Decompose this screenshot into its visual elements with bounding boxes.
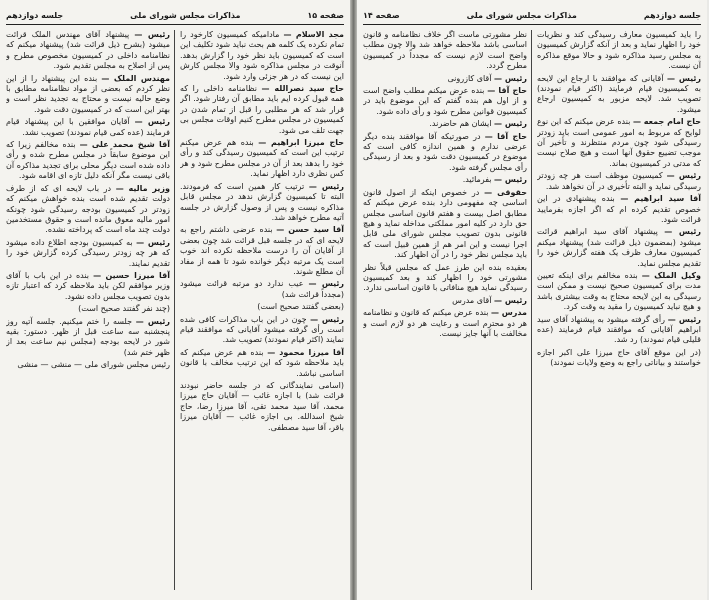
paragraph — [537, 348, 701, 369]
left-volume-label: جلسه دوازدهم — [6, 10, 64, 20]
paragraph-text: چون در این باب مذاکرات کافی شده است رأی گرفته میشود آقایانی که موافقند قیام نمایند (اکثر قیام نمودند) تصویب شد. — [180, 314, 344, 345]
paragraph — [537, 194, 701, 225]
paragraph — [180, 348, 344, 379]
book-gutter — [350, 0, 357, 600]
speaker-name: حاج آقا — — [484, 131, 527, 141]
paragraph — [537, 74, 701, 116]
paragraph — [537, 117, 701, 169]
paragraph-text: بنده عرض میکنم مطلب واضح است و از اول هم بنده گفتم که این موضوع باید در کمیسیون قوانین مطرح شود و رأی داده شود. — [363, 86, 527, 116]
paragraph-text: نظر مشورتی ماست اگر خلاف نظامنامه و قانون اساسی باشد ملاحظه خواهد شد والا چون مطلب واضح است لازم نیست که مجدداً در کمیسیون مطرح گردد. — [363, 30, 527, 71]
speaker-name: رئیس — — [666, 171, 701, 181]
paragraph — [180, 30, 344, 82]
paragraph — [6, 140, 170, 182]
paragraph — [363, 188, 527, 261]
paragraph-text: پیشنهاد آقای مهندس الملک قرائت میشود (بشرح ذیل قرائت شد) پیشنهاد میکنم که نظامنامه داخلی در کمیسیون مخصوص مطرح و پس از اصلاح به مجلس تقدیم شود. — [6, 30, 170, 71]
paragraph — [363, 74, 527, 84]
paragraph-text: را باید کمیسیون معارف رسیدگی کند و نظریات خود را اظهار نماید و بعد از آنکه گزارش کمیسیون به مجلس رسید مذاکره شود و حالا موقع مذاکره آن نیست. — [537, 30, 701, 71]
paragraph-text: در باب لایحه ای که از طرف دولت تقدیم شده است بنده خواهش میکنم که زودتر در کمیسیون بودجه رسیدگی شود چونکه امور مالیه معوق مانده است و حقوق مستخدمین دولت چند ماه است که پرداخته نشده. — [6, 183, 170, 235]
paragraph-text: رئیس مجلس شورای ملی — منشی — منشی — [17, 360, 170, 370]
paragraph — [6, 238, 170, 269]
paragraph-text: بنده مخالفم زیرا که این موضوع سابقاً در مجلس مطرح شده و رأی داده شده است دیگر محلی برای تجدید مذاکره آن باقی نیست مگر آنکه دلیل تازه ای اقامه شود. — [6, 140, 170, 181]
paragraph-text: بنده هم عرض میکنم ترتیب این است که کمیسیون رسیدگی کند و رأی خود را بدهد بعد از آن در مجلس مطرح شود و هر کس نظری دارد اظهار نماید. — [180, 138, 344, 179]
paragraph-text: در خصوص اینکه از اصول قانون اساسی چه مفهومی دارد بنده عرض میکنم که مطابق اصل بیست و هفتم قانون اساسی مجلس حق دارد در کلیه امور مملکتی مداخله نماید و هیچ قانونی بدون تصویب مجلس شورای ملی قابل اجرا نیست و این امر هم از همین قبیل است که باید مجلس نظر خود را در آن اظهار کند. — [363, 187, 527, 260]
speaker-name: رئیس — — [310, 314, 344, 324]
speaker-name: مجد الاسلام — — [283, 30, 344, 39]
paragraph — [537, 227, 701, 269]
speaker-name: آقا میرزا حسین — — [93, 270, 170, 280]
speaker-name: آقا میرزا محمود — — [267, 347, 344, 357]
right-column-divider — [531, 30, 532, 590]
speaker-name: رئیس — — [494, 175, 527, 185]
speaker-name: حاج سید نصرالله — — [261, 84, 344, 94]
speaker-name: آقا سید حسن — — [276, 225, 344, 235]
paragraph-text: (در این موقع آقای حاج میرزا علی اکبر اجازه خواستند و بیاناتی راجع به وضع ولایات نمودند) — [537, 347, 701, 368]
right-page-number: صفحه ۱۴ — [363, 10, 400, 20]
speaker-name: وزیر مالیه — — [115, 183, 170, 193]
paragraph — [363, 119, 527, 129]
paragraph-text: بنده در این باب با آقای وزیر موافقم لکن باید ملاحظه کرد که اعتبار تازه بدون تصویب مجلس داده نشود. — [6, 270, 170, 301]
paragraph — [180, 315, 344, 346]
paragraph — [537, 30, 701, 72]
paragraph — [180, 138, 344, 180]
speaker-name: وکیل الملک — — [641, 270, 701, 280]
speaker-name: رئیس — — [494, 73, 527, 83]
paragraph — [6, 117, 170, 138]
paragraph-text: جلسه را ختم میکنیم. جلسه آتیه روز پنجشنبه سه ساعت قبل از ظهر. دستور: بقیه شور در لایحه بودجه (مجلس نیم ساعت بعد از ظهر ختم شد) — [6, 316, 170, 357]
paragraph-text: بعقیده بنده این طرز عمل که مجلس قبلاً نظر مشورتی خود را اظهار کند و بعد کمیسیون رسیدگی نماید هیچ منافاتی با قانون اساسی ندارد. — [363, 262, 527, 293]
right-journal-title: مذاکرات مجلس شورای ملی — [466, 10, 577, 20]
paragraph — [180, 381, 344, 433]
paragraph-text: به کمیسیون بودجه اطلاع داده میشود که هر چه زودتر رسیدگی کرده گزارش خود را تقدیم نمایند. — [6, 237, 170, 268]
paragraph — [363, 30, 527, 72]
left-page-column-left — [6, 30, 170, 592]
right-page — [357, 0, 707, 600]
paragraph-text: بنده عرض میکنم که قانون و نظامنامه هر دو محترم است و رعایت هر دو لازم است و مخالفت با آنها جایز نیست. — [363, 308, 527, 338]
paragraph-text: بنده عرض میکنم که این نوع لوایح که مربوط به امور عمومی است باید زودتر رسیدگی شود چون مردم منتظرند و تأخیر آن موجب تضییع حقوق آنها است و هیچ صلاح نیست که مدتی در کمیسیون بماند. — [537, 117, 701, 168]
right-volume-label: جلسه دوازدهم — [643, 10, 701, 20]
right-page-header — [363, 6, 701, 25]
speaker-name: حاج امام جمعه — — [632, 117, 701, 127]
paragraph-text: بنده مخالفم برای اینکه تعیین مدت برای کمیسیون صحیح نیست و ممکن است رسیدگی به این لایحه محتاج به وقت بیشتری باشد و هیچ نباید کمیسیون را مقید به وقت کرد. — [537, 270, 701, 312]
paragraph-text: رأی گرفته میشود به پیشنهاد آقای سید ابراهیم آقایانی که موافقند قیام فرمایند (عده قلیلی قیام نمودند) رد شد. — [537, 314, 701, 345]
paragraph-text: (بعضی گفتند صحیح است) — [257, 302, 344, 312]
right-page-column-right — [537, 30, 701, 592]
paragraph — [363, 296, 527, 306]
paragraph-text: ایشان هم حاضرند. — [429, 119, 492, 129]
speaker-name: رئیس — — [494, 119, 527, 129]
speaker-name: رئیس — — [134, 117, 170, 127]
paragraph-text: بنده عرضی داشتم راجع به لایحه ای که در جلسه قبل قرائت شد چون بعضی از آقایان آن را درست ملاحظه نکرده اند خوب است یک مرتبه دیگر خوانده شود تا همه از مفاد آن مطلع شوند. — [180, 225, 344, 276]
paragraph — [6, 360, 170, 370]
speaker-name: آقا سید ابراهیم — — [620, 194, 701, 204]
speaker-name: رئیس — — [136, 237, 170, 247]
paragraph-text: آقای کازرونی — [447, 73, 492, 83]
paragraph-text: بنده پیشنهادی در این خصوص تقدیم کرده ام که اگر اجازه بفرمایید قرائت شود. — [537, 194, 701, 224]
left-page-column-right — [180, 30, 344, 592]
paragraph — [363, 175, 527, 185]
paragraph-text: (چند نفر گفتند صحیح است) — [78, 304, 170, 314]
paragraph — [537, 271, 701, 313]
speaker-name: رئیس — — [308, 279, 344, 289]
paragraph-text: بنده این پیشنهاد را از این نظر کردم که بعضی از مواد نظامنامه مطابق با وضع حالیه نیست و محتاج به تجدید نظر است و بهتر این است که در کمیسیون دقت شود. — [6, 73, 170, 114]
paragraph — [180, 225, 344, 277]
paragraph — [180, 302, 344, 312]
speaker-name: حقوقی — — [484, 187, 527, 197]
paragraph-text: ترتیب کار همین است که فرمودند. البته تا کمیسیون گزارش ندهد در مجلس قابل مذاکره نیست و پس از وصول گزارش در جلسه آتیه مطرح خواهد شد. — [180, 181, 344, 222]
paragraph-text: مادامیکه کمیسیون کارخود را تمام نکرده یک کلمه هم بحث نباید شود تکلیف این است که کمیسیون باید نظر خود را گزارش بدهد. آنوقت در مجلس مذاکره شود والا مجلس کارش این نیست که در هر جزئی وارد شود. — [180, 30, 344, 81]
speaker-name: رئیس — — [134, 30, 170, 39]
paragraph-text: پیشنهاد آقای سید ابراهیم قرائت میشود (بمضمون ذیل قرائت شد) پیشنهاد میکنم کمیسیون معارف ظرف یک هفته گزارش خود را تقدیم مجلس نماید. — [537, 227, 701, 268]
paragraph-text: عیب ندارد دو مرتبه قرائت میشود (مجدداً قرائت شد) — [180, 279, 344, 299]
speaker-name: رئیس — — [667, 73, 701, 83]
paragraph-text: در صورتیکه آقا موافقند بنده دیگر عرضی ندارم و همین اندازه کافی است که موضوع در کمیسیون دقت شود و بعد از رسیدگی رأی مجلس گرفته شود. — [363, 131, 527, 172]
paragraph — [363, 132, 527, 174]
paragraph — [537, 315, 701, 346]
paragraph-text: بنده هم عرض میکنم که باید ملاحظه شود که این ترتیب مخالف با قانون اساسی نباشد. — [180, 347, 344, 378]
paragraph — [363, 86, 527, 117]
paragraph — [363, 308, 527, 339]
paragraph — [6, 304, 170, 314]
speaker-name: حاج آقا — — [487, 86, 527, 96]
paragraph — [537, 171, 701, 192]
paragraph — [180, 279, 344, 300]
speaker-name: رئیس — — [667, 314, 701, 324]
left-journal-title: مذاکرات مجلس شورای ملی — [130, 10, 241, 20]
speaker-name: مدرس — — [490, 308, 527, 318]
paragraph — [6, 30, 170, 72]
paragraph — [180, 84, 344, 136]
left-column-divider — [174, 30, 175, 590]
paragraph-text: کمیسیون موظف است هر چه زودتر رسیدگی نماید و البته تأخیری در آن نخواهد شد. — [537, 171, 701, 191]
right-page-column-left — [363, 30, 527, 592]
speaker-name: رئیس — — [308, 181, 344, 191]
speaker-name: مهندس الملک — — [101, 73, 170, 83]
paragraph — [6, 317, 170, 359]
paragraph — [6, 184, 170, 236]
speaker-name: رئیس — — [494, 295, 527, 305]
paragraph-text: بفرمائید. — [462, 175, 492, 185]
speaker-name: آقا شیخ محمد علی — — [79, 140, 170, 150]
speaker-name: حاج میرزا ابراهیم — — [258, 138, 344, 148]
paragraph-text: (اسامی نمایندگانی که در جلسه حاضر نبودند قرائت شد) با اجازه غائب — آقایان حاج میرزا محمد، آقا سید محمد تقی، آقا میرزا رضا، حاج شیخ اسدالله. بی اجازه غائب — آقایان میرزا باقر، آقا سید مصطفی. — [180, 381, 344, 432]
speaker-name: رئیس — — [135, 316, 170, 326]
paragraph-text: آقایانی که موافقند با ارجاع این لایحه به کمیسیون قیام فرمایند (اکثر قیام نمودند) تصویب شد. لایحه مزبور به کمیسیون ارجاع میشود. — [537, 73, 701, 114]
paragraph — [6, 74, 170, 116]
left-page — [0, 0, 350, 600]
paragraph-text: آقایان موافقین با این پیشنهاد قیام فرمایند (عده کمی قیام نمودند) تصویب نشد. — [6, 117, 170, 137]
paragraph — [363, 263, 527, 294]
left-page-header — [6, 6, 344, 25]
left-page-number: صفحه ۱۵ — [307, 10, 344, 20]
paragraph — [180, 182, 344, 224]
paragraph-text: نظامنامه داخلی را که همه قبول کرده ایم باید مطابق آن رفتار شود. اگر قرار شد که هر مطلبی را قبل از تمام شدن در کمیسیون در مجلس مطرح کنیم اوقات مجلس بی جهت تلف می شود. — [180, 84, 344, 135]
paragraph-text: آقای مدرس — [452, 295, 492, 305]
speaker-name: رئیس — — [664, 227, 701, 237]
paragraph — [6, 271, 170, 302]
